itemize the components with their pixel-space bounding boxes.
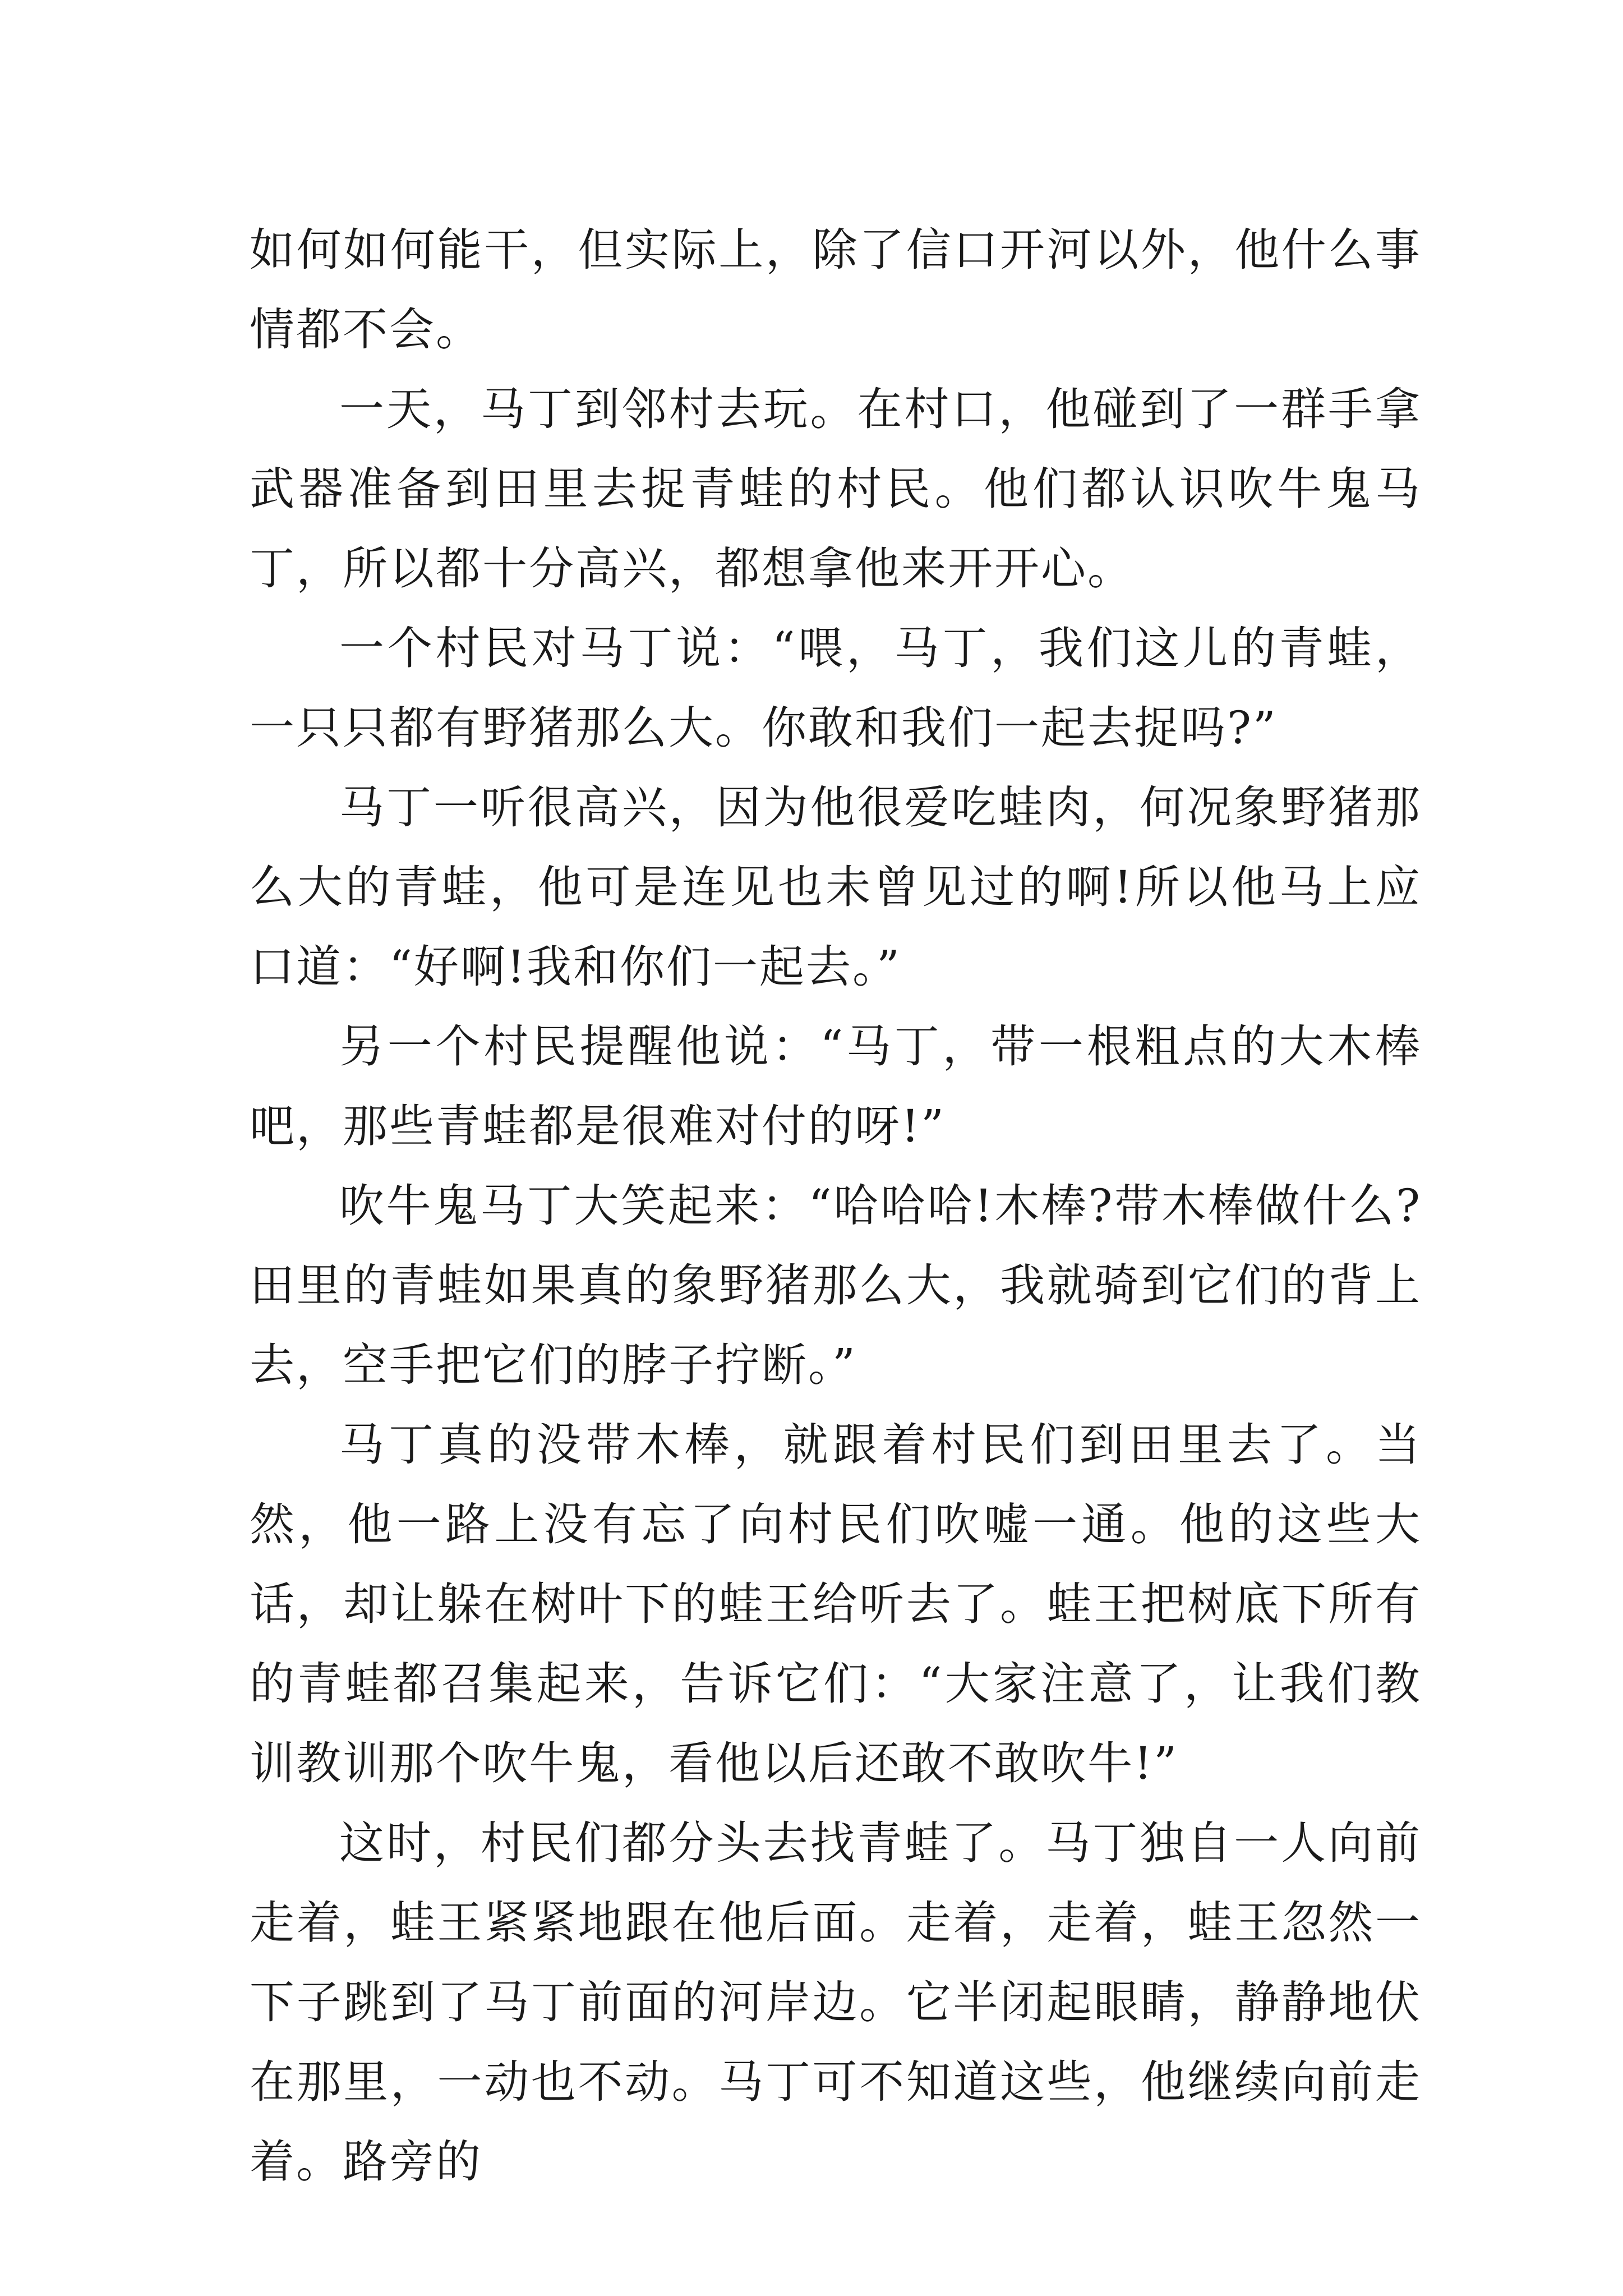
paragraph: 马丁真的没带木棒，就跟着村民们到田里去了。当然，他一路上没有忘了向村民们吹嘘一通。他的这些大话，却让躲在树叶下的蛙王给听去了。蛙王把树底下所有的青蛙都召集起来，告诉它们：“大家注意了，让我们教训教训那个吹牛鬼，看他以后还敢不敢吹牛!” [250,1419,1422,1789]
paragraph: 另一个村民提醒他说：“马丁，带一根粗点的大木棒吧，那些青蛙都是很难对付的呀!” [250,1020,1422,1152]
body-text [250,210,1422,2202]
paragraph: 一个村民对马丁说：“喂，马丁，我们这儿的青蛙，一只只都有野猪那么大。你敢和我们一起去捉吗?” [250,622,1422,754]
paragraph: 马丁一听很高兴，因为他很爱吃蛙肉，何况象野猪那么大的青蛙，他可是连见也未曾见过的啊!所以他马上应口道：“好啊!我和你们一起去。” [250,781,1422,993]
paragraph-continued: 如何如何能干，但实际上，除了信口开河以外，他什么事情都不会。 [250,224,1422,356]
paragraph: 一天，马丁到邻村去玩。在村口，他碰到了一群手拿武器准备到田里去捉青蛙的村民。他们都认识吹牛鬼马丁，所以都十分高兴，都想拿他来开开心。 [250,383,1422,595]
paragraph: 这时，村民们都分头去找青蛙了。马丁独自一人向前走着，蛙王紧紧地跟在他后面。走着，走着，蛙王忽然一下子跳到了马丁前面的河岸边。它半闭起眼睛，静静地伏在那里，一动也不动。马丁可不知道这些，他继续向前走着。路旁的 [250,1817,1422,2188]
paragraph: 吹牛鬼马丁大笑起来：“哈哈哈!木棒?带木棒做什么?田里的青蛙如果真的象野猪那么大，我就骑到它们的背上去，空手把它们的脖子拧断。” [250,1180,1422,1391]
